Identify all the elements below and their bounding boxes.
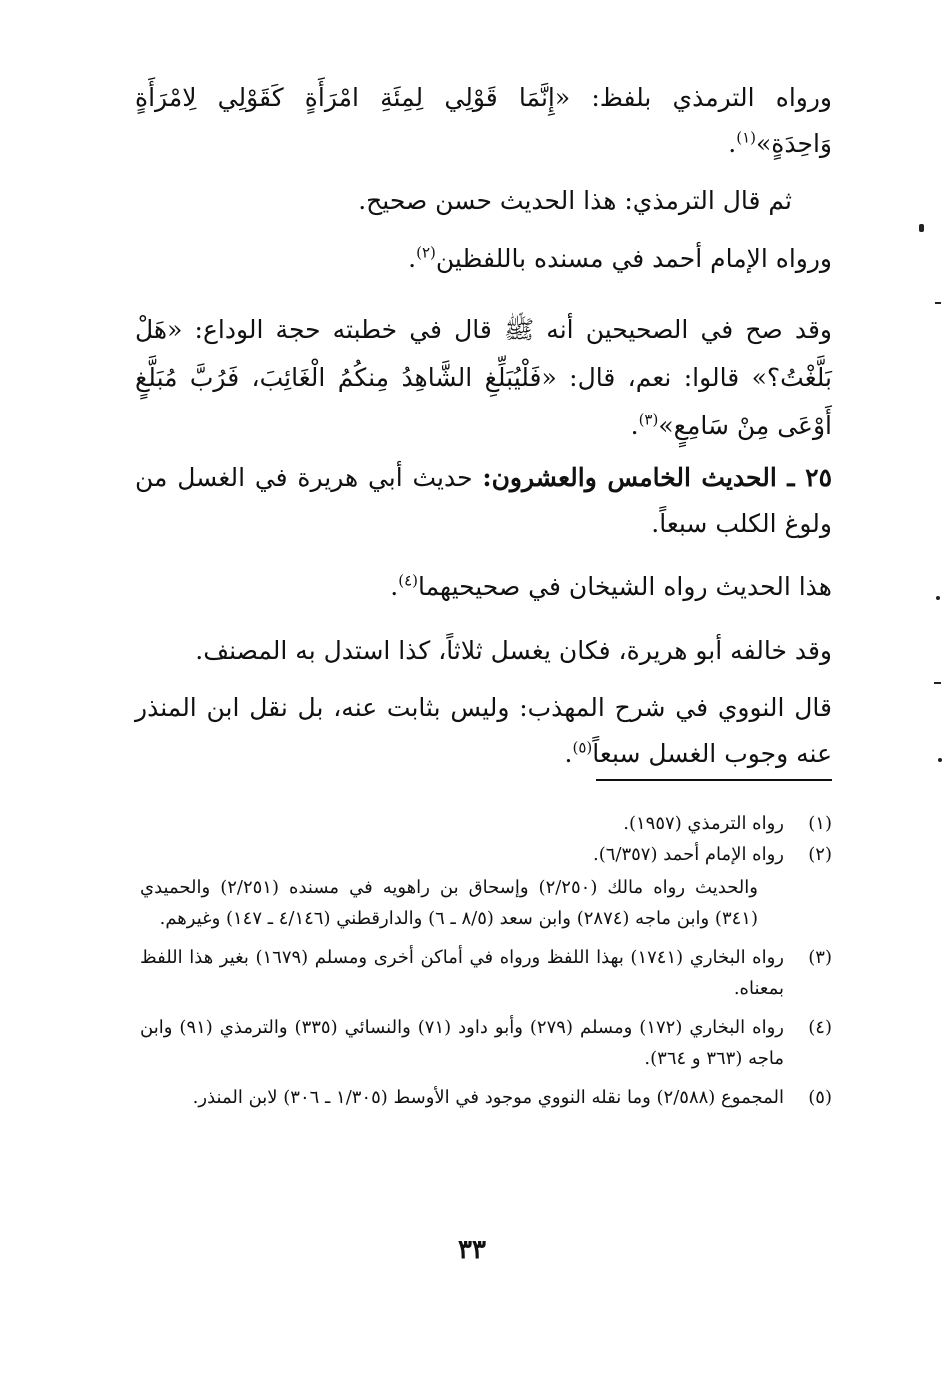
scan-speck [936,596,940,600]
paragraph-7 [135,628,832,674]
scan-speck [935,302,941,304]
footnote-2 [140,839,832,870]
paragraph-5 [135,455,832,547]
paragraph-3 [135,236,832,282]
paragraph-end: . [408,244,417,273]
paragraph-2 [135,178,832,224]
footnote-1 [140,808,832,839]
footnote-ref-1[interactable]: (١) [736,128,756,147]
scan-speck [938,758,942,762]
footnote-ref-5[interactable]: (٥) [572,738,593,757]
footnote-ref-4[interactable]: (٤) [398,571,418,590]
paragraph-6 [135,564,832,610]
footnote-text: رواه البخاري (١٧٤١) بهذا اللفظ ورواه في أماكن أخرى ومسلم (١٦٧٩) بغير هذا اللفظ بمعناه. [140,947,784,999]
scan-speck [934,682,941,684]
footnotes [140,808,832,1113]
footnote-number: (٢) [808,844,832,865]
footnote-3 [140,942,832,1004]
paragraph-1 [135,75,832,167]
footnote-number: (١) [808,813,832,834]
footnote-2-continuation: والحديث رواه مالك (٢/٢٥٠) وإسحاق بن راهويه في مسنده (٢/٢٥١) والحميدي (٣٤١) وابن ماجه (٢٨٧٤) وابن سعد (٨/٥ ـ ٦) والدارقطني (٤/١٤٦ ـ ١٤٧) وغيرهم. [140,877,758,929]
footnote-text: المجموع (٢/٥٨٨) وما نقله النووي موجود في الأوسط (١/٣٠٥ ـ ٣٠٦) لابن المنذر. [192,1087,784,1108]
paragraph-text: ورواه الترمذي بلفظ: «إِنَّمَا قَوْلِي لِمِئَةِ امْرَأَةٍ كَقَوْلِي لِامْرَأَةٍ وَاحِدَةٍ» [135,83,832,158]
paragraph-text: هذا الحديث رواه الشيخان في صحيحيهما [417,572,832,601]
scan-speck [919,224,924,232]
footnote-5 [140,1082,832,1113]
paragraph-text: ورواه الإمام أحمد في مسنده باللفظين [435,244,832,273]
paragraph-end: . [390,572,399,601]
paragraph-text: حديث أبي هريرة في الغسل من ولوغ الكلب سبعاً. [135,463,832,538]
paragraph-text: قال النووي في شرح المهذب: وليس بثابت عنه، بل نقل ابن المنذر عنه وجوب الغسل سبعاً [135,693,832,768]
footnote-text: رواه الإمام أحمد (٦/٣٥٧). [592,844,784,865]
footnote-text: رواه البخاري (١٧٢) ومسلم (٢٧٩) وأبو داود (٧١) والنسائي (٣٣٥) والترمذي (٩١) وابن ماجه (٣٦٣ و ٣٦٤). [140,1017,784,1069]
page-number: ٣٣ [458,1235,486,1265]
paragraph-end: . [630,411,639,440]
paragraph-text: وقد صح في الصحيحين أنه ﷺ قال في خطبته حجة الوداع: «هَلْ بَلَّغْتُ؟» قالوا: نعم، قال: «فَلْيُبَلِّغِ الشَّاهِدُ مِنكُمُ الْغَائِبَ، فَرُبَّ مُبَلَّغٍ أَوْعَى مِنْ سَامِعٍ» [135,315,832,440]
paragraph-end: . [564,739,573,768]
paragraph-end: . [728,129,737,158]
footnote-number: (٥) [808,1087,832,1108]
footnote-ref-3[interactable]: (٣) [638,410,659,429]
paragraph-text: وقد خالفه أبو هريرة، فكان يغسل ثلاثاً، كذا استدل به المصنف. [195,636,832,665]
paragraph-text: ثم قال الترمذي: هذا الحديث حسن صحيح. [358,186,792,215]
paragraph-4 [135,306,832,450]
hadith-heading: ٢٥ ـ الحديث الخامس والعشرون: [482,463,832,492]
paragraph-8 [135,685,832,777]
footnote-4 [140,1012,832,1074]
footnote-number: (٤) [808,1017,832,1038]
footnote-number: (٣) [808,947,832,968]
footnote-separator [596,779,832,781]
footnote-ref-2[interactable]: (٢) [416,243,436,262]
footnote-text: رواه الترمذي (١٩٥٧). [623,813,784,834]
